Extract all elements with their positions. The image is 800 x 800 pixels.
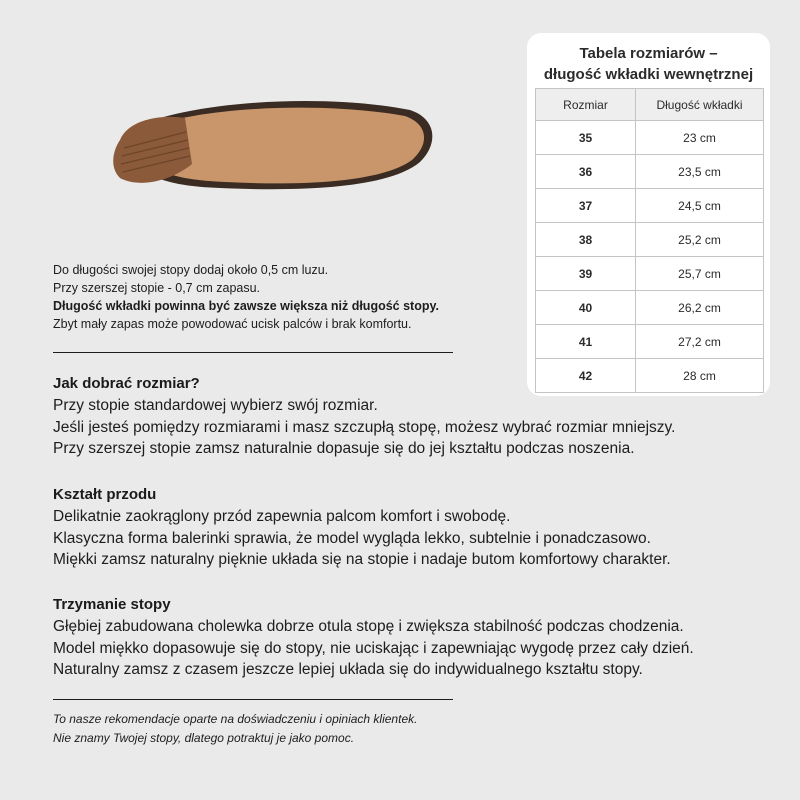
section-line: Klasyczna forma balerinki sprawia, że model wygląda lekko, subtelnie i ponadczasowo. [53, 529, 651, 547]
section-heading: Jak dobrać rozmiar? [53, 375, 200, 392]
size-cell: 42 [536, 359, 636, 393]
insole-length-cell: 24,5 cm [636, 189, 764, 223]
section-heading: Trzymanie stopy [53, 596, 171, 613]
fit-tip-emphasis: Długość wkładki powinna być zawsze większa niż długość stopy. [53, 299, 439, 313]
table-row [536, 291, 764, 325]
size-chart-title-line2: długość wkładki wewnętrznej [543, 66, 754, 83]
fit-tip: Do długości swojej stopy dodaj około 0,5 cm luzu. [53, 263, 329, 277]
disclaimer [53, 710, 417, 748]
size-cell: 36 [536, 155, 636, 189]
size-chart-card [527, 33, 770, 396]
section-foot-hold [53, 594, 694, 681]
section-line: Delikatnie zaokrąglony przód zapewnia palcom komfort i swobodę. [53, 508, 511, 525]
section-line: Model miękko dopasowuje się do stopy, nie uciskając i zapewniając wygodę przez cały dzień. [53, 639, 694, 657]
size-chart-title-line1: Tabela rozmiarów – [579, 45, 718, 62]
table-row [536, 121, 764, 155]
disclaimer-line: Nie znamy Twojej stopy, dlatego potraktuj je jako pomoc. [53, 731, 355, 745]
section-line: Miękki zamsz naturalny pięknie układa się na stopie i nadaje butom komfortowy charakter. [53, 551, 671, 568]
insole-length-cell: 26,2 cm [636, 291, 764, 325]
size-cell: 38 [536, 223, 636, 257]
size-chart-table [535, 88, 764, 393]
fit-tip: Zbyt mały zapas może powodować ucisk palców i brak komfortu. [53, 317, 412, 331]
shoe-sole-illustration [90, 92, 440, 202]
disclaimer-line: To nasze rekomendacje oparte na doświadczeniu i opiniach klientek. [53, 712, 418, 726]
size-cell: 35 [536, 121, 636, 155]
section-line: Przy szerszej stopie zamsz naturalnie dopasuje się do jej kształtu podczas noszenia. [53, 440, 635, 457]
divider [53, 352, 453, 353]
table-row [536, 223, 764, 257]
size-cell: 40 [536, 291, 636, 325]
section-line: Głębiej zabudowana cholewka dobrze otula stopę i zwiększa stabilność podczas chodzenia. [53, 618, 684, 635]
table-row [536, 189, 764, 223]
divider [53, 699, 453, 700]
insole-length-cell: 25,7 cm [636, 257, 764, 291]
shoe-sole-image [90, 92, 440, 202]
section-toe-shape [53, 484, 671, 571]
fit-tips [53, 261, 439, 333]
size-cell: 37 [536, 189, 636, 223]
insole-length-cell: 23 cm [636, 121, 764, 155]
size-table-header-row [536, 89, 764, 121]
table-row [536, 257, 764, 291]
insole-length-column-header: Długość wkładki [636, 89, 764, 121]
insole-length-cell: 23,5 cm [636, 155, 764, 189]
table-row [536, 325, 764, 359]
insole-length-cell: 28 cm [636, 359, 764, 393]
size-chart-title [527, 43, 770, 85]
insole-length-cell: 25,2 cm [636, 223, 764, 257]
size-cell: 41 [536, 325, 636, 359]
section-how-to-choose-size [53, 373, 675, 460]
section-line: Naturalny zamsz z czasem jeszcze lepiej układa się do indywidualnego kształtu stopy. [53, 661, 643, 678]
size-cell: 39 [536, 257, 636, 291]
section-line: Jeśli jesteś pomiędzy rozmiarami i masz szczupłą stopę, możesz wybrać rozmiar mniejszy. [53, 418, 676, 436]
table-row [536, 155, 764, 189]
section-line: Przy stopie standardowej wybierz swój rozmiar. [53, 397, 378, 414]
size-column-header: Rozmiar [536, 89, 636, 121]
insole-length-cell: 27,2 cm [636, 325, 764, 359]
fit-tip: Przy szerszej stopie - 0,7 cm zapasu. [53, 281, 261, 295]
section-heading: Kształt przodu [53, 486, 157, 503]
